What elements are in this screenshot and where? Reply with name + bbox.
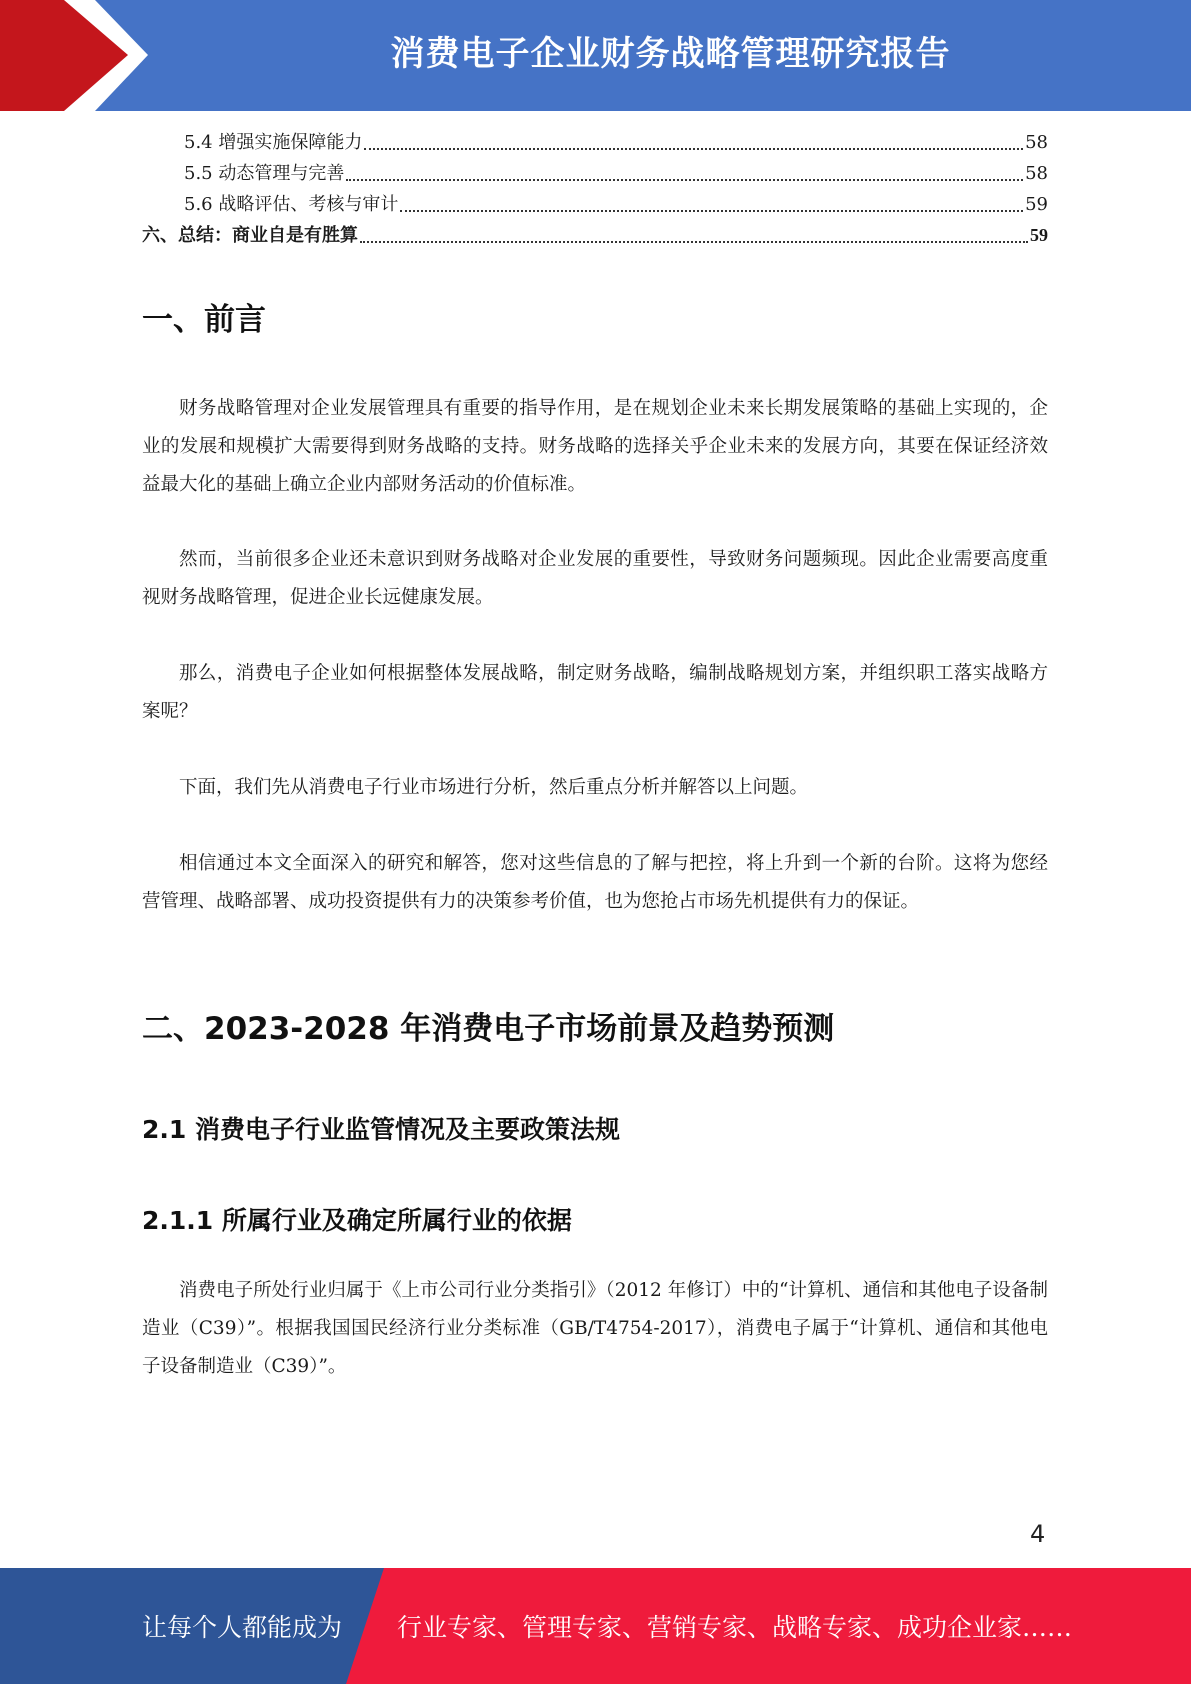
toc-leader (400, 210, 1023, 212)
subsection-heading: 2.1 消费电子行业监管情况及主要政策法规 (142, 1115, 620, 1144)
red-arrow-decoration (0, 0, 160, 111)
footer-slogan-left: 让每个人都能成为 (142, 1613, 343, 1642)
toc-entry-page: 59 (1030, 225, 1048, 245)
toc-entry[interactable] (142, 158, 1048, 189)
preface-paragraph: 财务战略管理对企业发展管理具有重要的指导作用，是在规划企业未来长期发展策略的基础上实现的，企业的发展和规模扩大需要得到财务战略的支持。财务战略的选择关乎企业未来的发展方向，其要在保证经济效益最大化的基础上确立企业内部财务活动的价值标准。 (142, 398, 1048, 495)
page-number: 4 (1030, 1520, 1046, 1548)
preface-heading: 一、前言 (142, 302, 266, 338)
toc-entry-label: 5.4 增强实施保障能力 (184, 132, 363, 153)
page-header (0, 0, 1191, 111)
toc-entry[interactable] (142, 189, 1048, 220)
toc-entry-label: 5.5 动态管理与完善 (184, 163, 345, 184)
preface-paragraph: 下面，我们先从消费电子行业市场进行分析，然后重点分析并解答以上问题。 (179, 777, 809, 798)
toc-leader (346, 179, 1023, 181)
toc-entry-label: 5.6 战略评估、考核与审计 (184, 194, 399, 215)
footer-slogan-right: 行业专家、管理专家、营销专家、战略专家、成功企业家…… (397, 1613, 1073, 1642)
toc-entry-page: 58 (1025, 132, 1048, 153)
toc-entry-page: 59 (1025, 194, 1048, 215)
toc-entry-page: 58 (1025, 163, 1048, 184)
table-of-contents (142, 127, 1048, 251)
report-title: 消费电子企业财务战略管理研究报告 (390, 34, 951, 74)
preface-paragraph: 那么，消费电子企业如何根据整体发展战略，制定财务战略，编制战略规划方案，并组织职工落实战略方案呢？ (142, 663, 1048, 722)
toc-leader (364, 148, 1023, 150)
toc-entry[interactable] (142, 127, 1048, 158)
toc-leader (360, 241, 1028, 243)
industry-paragraph: 消费电子所处行业归属于《上市公司行业分类指引》（2012 年修订）中的“计算机、通信和其他电子设备制造业（C39）”。根据我国国民经济行业分类标准（GB/T4754-2017），消费电子属于“计算机、通信和其他电子设备制造业（C39）”。 (142, 1280, 1048, 1377)
subsection-heading: 2.1.1 所属行业及确定所属行业的依据 (142, 1206, 572, 1235)
page-footer (0, 1568, 1191, 1684)
toc-entry[interactable] (142, 220, 1048, 251)
preface-paragraph: 然而，当前很多企业还未意识到财务战略对企业发展的重要性，导致财务问题频现。因此企业需要高度重视财务战略管理，促进企业长远健康发展。 (142, 549, 1048, 608)
toc-entry-label: 六、总结：商业自是有胜算 (142, 225, 358, 245)
preface-paragraph: 相信通过本文全面深入的研究和解答，您对这些信息的了解与把控，将上升到一个新的台阶。这将为您经营管理、战略部署、成功投资提供有力的决策参考价值，也为您抢占市场先机提供有力的保证。 (142, 853, 1048, 912)
market-heading: 二、2023-2028 年消费电子市场前景及趋势预测 (142, 1011, 835, 1047)
